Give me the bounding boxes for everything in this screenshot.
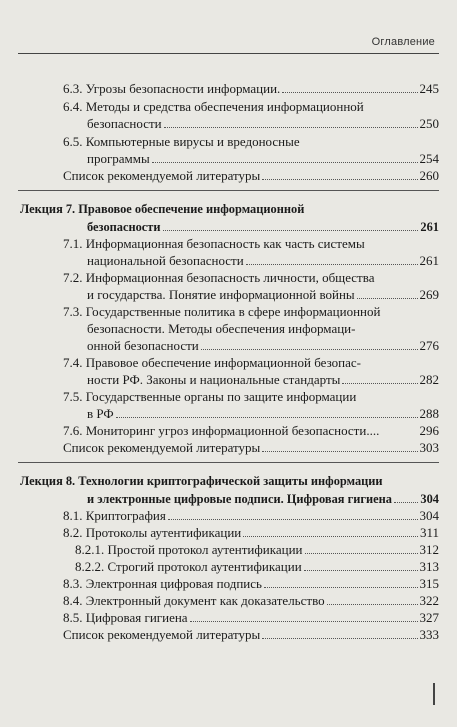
toc-entry-8-2-1 [75,542,439,557]
toc-page-number: 304 [420,492,439,506]
toc-entry-title: программы [87,151,150,166]
leader-dots [163,219,419,231]
leader-dots [304,559,418,571]
toc-page-number: 333 [419,627,439,642]
toc-entry-8-4 [63,593,439,608]
toc-entry-title: 8.2. Протоколы аутентификации [63,525,242,540]
toc-page-number: 303 [419,440,439,455]
toc-entry-title: безопасности [87,116,162,131]
leader-dots [116,406,418,418]
leader-dots [164,116,418,128]
toc-entry-7-5-line1: 7.5. Государственные органы по защите информации [63,389,357,404]
leader-dots [190,610,418,622]
leader-dots [327,593,418,605]
toc-entry-title: безопасности [87,220,161,234]
toc-entry-7-2-line1: 7.2. Информационная безопасность личности, общества [63,270,375,285]
toc-entry-title: 7.6. Мониторинг угроз информационной безопасности.... [63,423,380,438]
section-divider [18,462,439,463]
toc-lecture-7-line1: Лекция 7. Правовое обеспечение информационной [20,202,305,216]
toc-entry-7-1 [87,253,439,268]
leader-dots [357,287,418,299]
toc-entry-6-4-line1: 6.4. Методы и средства обеспечения информационной [63,99,364,114]
toc-entry-7-4-line1: 7.4. Правовое обеспечение информационной безопас- [63,355,361,370]
toc-page-number: 260 [419,168,439,183]
toc-page-number: 322 [419,593,439,608]
toc-entry-literature-8 [63,627,439,642]
toc-page-number: 288 [419,406,439,421]
toc-entry-8-3 [63,576,439,591]
toc-entry-title: Список рекомендуемой литературы [63,627,261,642]
toc-entry-8-2-2 [75,559,439,574]
running-header-title: Оглавление [371,36,435,48]
leader-dots [264,576,418,588]
toc-page-number: 327 [419,610,439,625]
toc-page-number: 304 [419,508,439,523]
leader-dots [262,440,417,452]
toc-lecture-8 [87,491,439,507]
toc-entry-title: Список рекомендуемой литературы [63,168,261,183]
leader-dots [342,372,417,384]
toc-entry-7-3 [87,338,439,353]
leader-dots [243,525,418,537]
toc-entry-title: Список рекомендуемой литературы [63,440,261,455]
toc-entry-title: и государства. Понятие информационной войны [87,287,355,302]
leader-dots [262,168,417,180]
toc-page-number: 312 [419,542,439,557]
toc-page-number: 250 [419,116,439,131]
leader-dots [282,81,417,93]
toc-entry-title: национальной безопасности [87,253,244,268]
section-divider [18,190,439,191]
toc-page-number: 269 [419,287,439,302]
toc-entry-title: 6.3. Угрозы безопасности информации. [63,81,281,96]
leader-dots [379,424,419,435]
toc-page-number: 282 [419,372,439,387]
toc-page-number: 276 [419,338,439,353]
leader-dots [201,338,418,350]
toc-entry-7-4 [87,372,439,387]
toc-entry-7-1-line1: 7.1. Информационная безопасность как часть системы [63,236,365,251]
toc-lecture-8-line1: Лекция 8. Технологии криптографической защиты информации [20,474,383,488]
toc-lecture-7 [87,219,439,235]
toc-page-number: 313 [419,559,439,574]
leader-dots [152,151,418,163]
toc-page-number: 261 [419,253,439,268]
toc-entry-7-6 [63,423,439,438]
toc-entry-title: в РФ [87,406,114,421]
toc-entry-title: 8.2.1. Простой протокол аутентификации [75,542,303,557]
header-rule [18,53,439,54]
toc-entry-title: 8.1. Криптография [63,508,166,523]
toc-page-number: 261 [420,220,439,234]
toc-entry-6-3 [63,81,439,96]
toc-entry-title: ности РФ. Законы и национальные стандарты [87,372,341,387]
toc-page-number: 311 [419,525,439,540]
leader-dots [168,508,418,520]
toc-entry-literature-7 [63,440,439,455]
toc-entry-6-4 [87,116,439,131]
toc-entry-6-5 [87,151,439,166]
toc-entry-title: 8.3. Электронная цифровая подпись [63,576,262,591]
toc-entry-title: 8.2.2. Строгий протокол аутентификации [75,559,302,574]
toc-entry-literature-6 [63,168,439,183]
toc-entry-7-3-line2: безопасности. Методы обеспечения информаци- [87,321,356,336]
toc-entry-6-5-line1: 6.5. Компьютерные вирусы и вредоносные [63,134,300,149]
leader-dots [305,542,418,554]
toc-entry-7-5 [87,406,439,421]
toc-page-number: 254 [419,151,439,166]
toc-entry-title: и электронные цифровые подписи. Цифровая гигиена [87,492,392,506]
leader-dots [262,627,417,639]
toc-entry-7-2 [87,287,439,302]
leader-dots [246,253,418,265]
toc-entry-title: 8.4. Электронный документ как доказательство [63,593,325,608]
toc-page-number: 315 [419,576,439,591]
toc-entry-title: 8.5. Цифровая гигиена [63,610,188,625]
toc-entry-title: онной безопасности [87,338,199,353]
toc-entry-8-2 [63,525,439,540]
toc-page-number: 296 [419,423,439,438]
toc-entry-8-1 [63,508,439,523]
toc-entry-7-3-line1: 7.3. Государственные политика в сфере информационной [63,304,381,319]
toc-entry-8-5 [63,610,439,625]
leader-dots [394,491,418,503]
toc-page-number: 245 [419,81,439,96]
page-edge-mark [433,683,435,705]
